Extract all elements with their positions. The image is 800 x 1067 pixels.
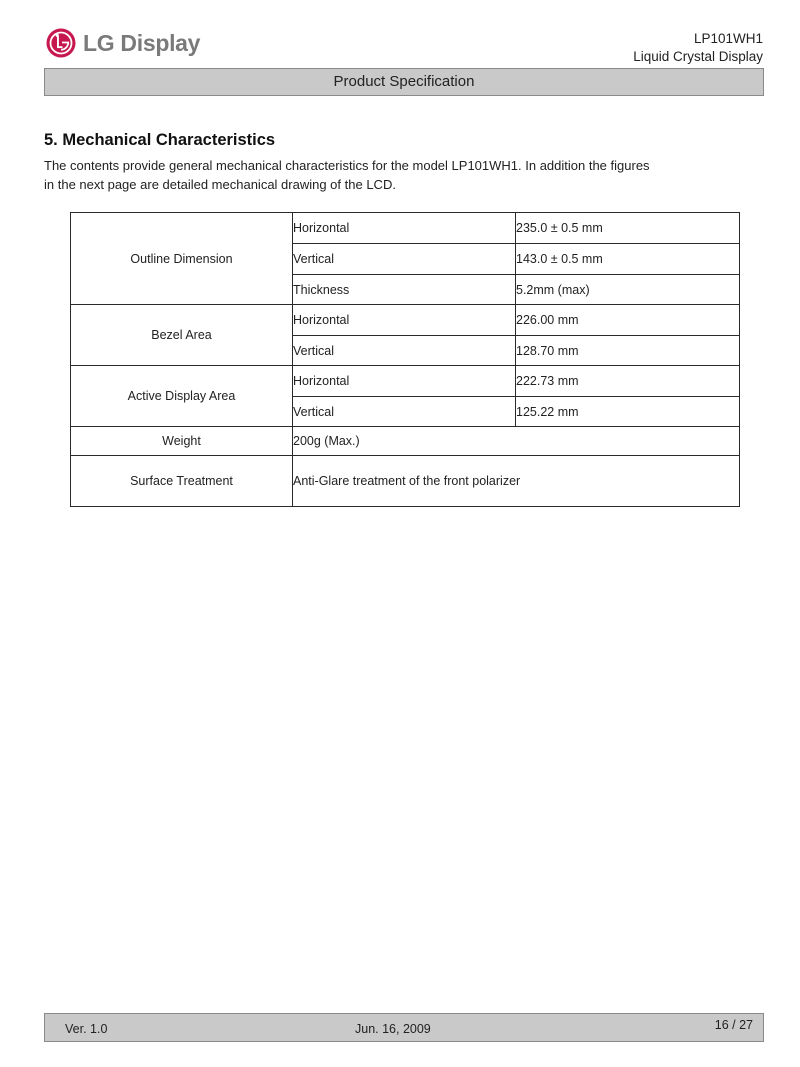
active-horizontal-label: Horizontal bbox=[293, 366, 516, 397]
bezel-vertical-label: Vertical bbox=[293, 336, 516, 366]
active-vertical-value: 125.22 mm bbox=[516, 397, 740, 427]
active-vertical-label: Vertical bbox=[293, 397, 516, 427]
weight-label: Weight bbox=[71, 427, 293, 456]
table-row bbox=[71, 366, 740, 397]
intro-line-1: The contents provide general mechanical characteristics for the model LP101WH1. In addition the figures bbox=[44, 158, 650, 173]
surface-treatment-label: Surface Treatment bbox=[71, 456, 293, 507]
lg-logo-icon bbox=[46, 28, 76, 58]
outline-horizontal-value: 235.0 ± 0.5 mm bbox=[516, 213, 740, 244]
model-info bbox=[633, 30, 763, 66]
table-row bbox=[71, 305, 740, 336]
version-label: Ver. 1.0 bbox=[65, 1022, 108, 1036]
outline-dimension-label: Outline Dimension bbox=[71, 213, 293, 305]
outline-thickness-value: 5.2mm (max) bbox=[516, 275, 740, 305]
model-number: LP101WH1 bbox=[693, 31, 763, 46]
outline-vertical-value: 143.0 ± 0.5 mm bbox=[516, 244, 740, 275]
active-horizontal-value: 222.73 mm bbox=[516, 366, 740, 397]
section-intro bbox=[44, 156, 764, 194]
mechanical-characteristics-table bbox=[70, 212, 740, 507]
footer-bar bbox=[44, 1013, 764, 1042]
bezel-area-label: Bezel Area bbox=[71, 305, 293, 366]
intro-line-2: in the next page are detailed mechanical drawing of the LCD. bbox=[44, 177, 396, 192]
table-row bbox=[71, 456, 740, 507]
bezel-horizontal-value: 226.00 mm bbox=[516, 305, 740, 336]
logo-text: LG Display bbox=[83, 29, 201, 56]
surface-treatment-value: Anti-Glare treatment of the front polarizer bbox=[293, 456, 740, 507]
date-label: Jun. 16, 2009 bbox=[355, 1022, 431, 1036]
outline-horizontal-label: Horizontal bbox=[293, 213, 516, 244]
table-row bbox=[71, 213, 740, 244]
spec-header-bar: Product Specification bbox=[44, 68, 764, 96]
lg-display-logo bbox=[46, 28, 200, 58]
bezel-vertical-value: 128.70 mm bbox=[516, 336, 740, 366]
active-display-area-label: Active Display Area bbox=[71, 366, 293, 427]
weight-value: 200g (Max.) bbox=[293, 427, 740, 456]
outline-thickness-label: Thickness bbox=[293, 275, 516, 305]
product-type: Liquid Crystal Display bbox=[633, 49, 763, 64]
bezel-horizontal-label: Horizontal bbox=[293, 305, 516, 336]
outline-vertical-label: Vertical bbox=[293, 244, 516, 275]
page-number: 16 / 27 bbox=[714, 1018, 753, 1032]
table-row bbox=[71, 427, 740, 456]
section-title: 5. Mechanical Characteristics bbox=[44, 131, 276, 149]
